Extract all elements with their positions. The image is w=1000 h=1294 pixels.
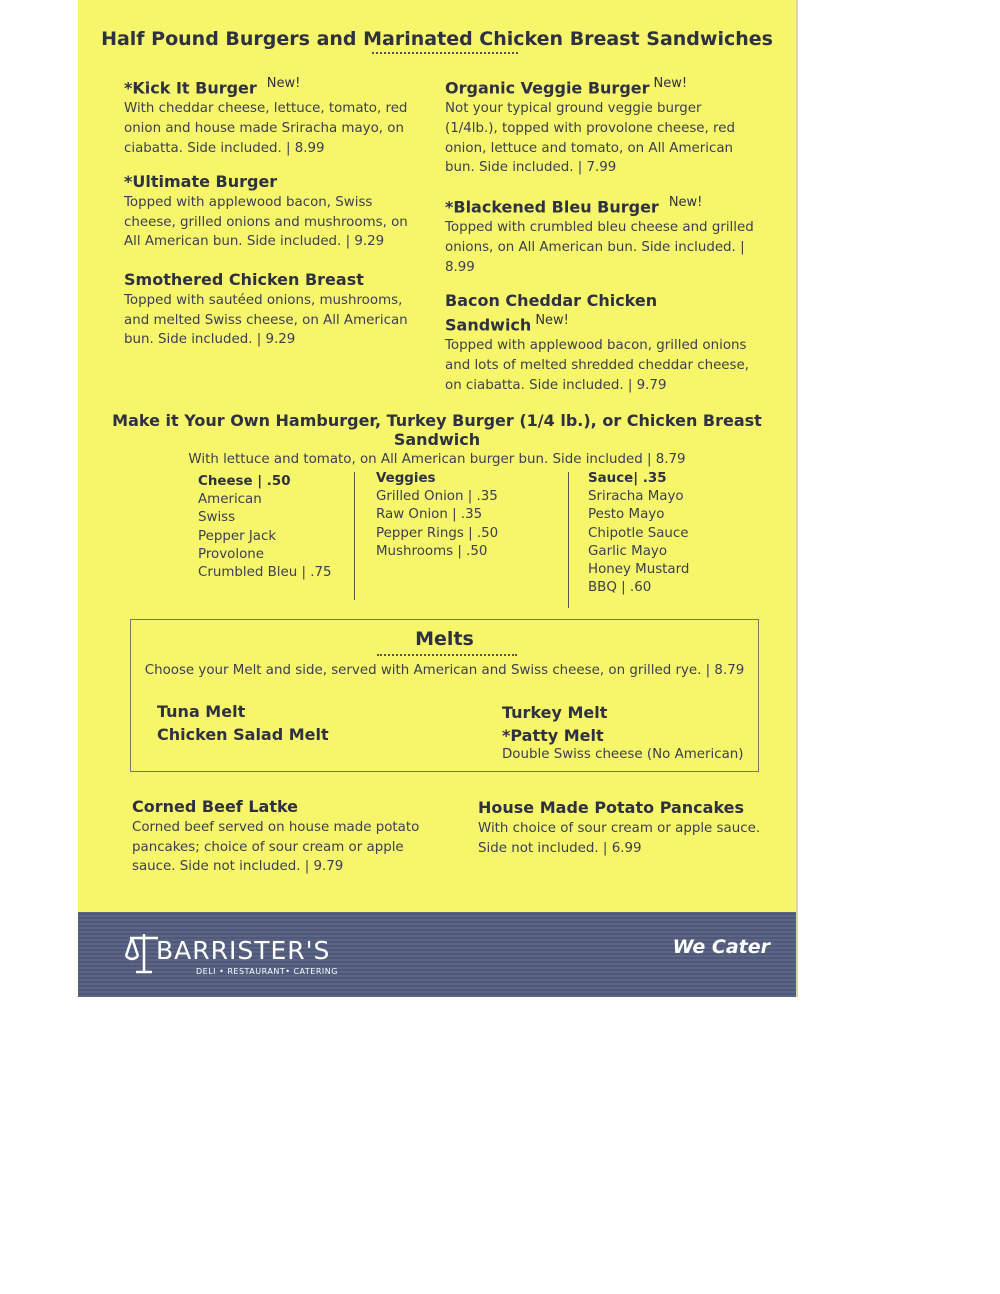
menu-item — [124, 74, 424, 158]
melts-right-list — [502, 701, 607, 747]
option-item: Pepper Jack — [198, 528, 277, 544]
melt-item: *Patty Melt — [502, 726, 604, 745]
option-item: Garlic Mayo — [588, 543, 668, 559]
section-title: Half Pound Burgers and Marinated Chicken Breast Sandwiches — [101, 28, 773, 50]
item-name: Smothered Chicken Breast — [124, 270, 364, 289]
item-description: Topped with applewood bacon, Swiss cheese, grilled onions and mushrooms, on All American bun. Side included. | 9.29 — [124, 195, 408, 250]
veggie-options — [376, 470, 498, 561]
melt-item: Chicken Salad Melt — [157, 725, 329, 744]
build-your-own-title: Make it Your Own Hamburger, Turkey Burger (1/4 lb.), or Chicken Breast Sandwich — [112, 411, 762, 449]
option-item: Pesto Mayo — [588, 507, 665, 523]
item-name: *Ultimate Burger — [124, 172, 278, 191]
option-item: Honey Mustard — [588, 562, 690, 578]
item-name: *Kick It Burger — [124, 78, 257, 98]
item-description: Corned beef served on house made potato pancakes; choice of sour cream or apple sauce. Side not included. | 9.79 — [132, 820, 420, 875]
brand-tagline: DELI • RESTAURANT• CATERING — [196, 967, 338, 976]
option-item: Chipotle Sauce — [588, 525, 689, 541]
build-your-own-section — [78, 411, 796, 467]
item-name: Organic Veggie Burger — [445, 78, 650, 98]
menu-item — [478, 798, 778, 858]
item-name: *Blackened Bleu Burger — [445, 197, 659, 217]
column-divider — [568, 472, 569, 608]
footer-band — [78, 912, 796, 997]
option-item: Pepper Rings | .50 — [376, 525, 499, 541]
we-cater-label: We Cater — [672, 936, 770, 958]
column-divider — [354, 472, 355, 600]
option-item: Provolone — [198, 546, 264, 562]
menu-item — [124, 270, 424, 350]
item-description: Topped with crumbled bleu cheese and grilled onions, on All American bun. Side included. | 8.99 — [445, 220, 754, 275]
build-your-own-subtitle: With lettuce and tomato, on All American burger bun. Side included | 8.79 — [188, 452, 686, 467]
option-item: Grilled Onion | .35 — [376, 489, 498, 505]
brand-name: BARRISTER'S — [156, 936, 331, 965]
option-item: BBQ | .60 — [588, 580, 652, 596]
item-description: Topped with applewood bacon, grilled onions and lots of melted shredded cheddar cheese, on ciabatta. Side included. | 9.79 — [445, 338, 750, 393]
item-name: Corned Beef Latke — [132, 797, 299, 816]
option-item: Crumbled Bleu | .75 — [198, 565, 332, 581]
menu-item — [445, 74, 755, 178]
cheese-heading: Cheese | .50 — [198, 474, 291, 489]
item-name: Bacon Cheddar Chicken Sandwich — [445, 291, 658, 335]
menu-item — [445, 193, 755, 277]
sauce-options — [588, 470, 689, 597]
option-item: American — [198, 492, 262, 508]
sauce-heading: Sauce| .35 — [588, 471, 667, 486]
new-badge: New! — [668, 195, 703, 210]
option-item: Raw Onion | .35 — [376, 507, 483, 523]
new-badge: New! — [653, 76, 688, 91]
menu-item — [445, 291, 765, 395]
menu-page — [78, 0, 796, 997]
melts-left-list — [157, 700, 329, 746]
patty-melt-note: Double Swiss cheese (No American) — [502, 747, 744, 762]
veggies-heading: Veggies — [376, 471, 436, 486]
melts-dots-divider — [377, 654, 517, 656]
new-badge: New! — [535, 313, 569, 328]
item-description: With choice of sour cream or apple sauce. Side not included. | 6.99 — [478, 821, 761, 856]
melts-title: Melts — [415, 628, 474, 650]
option-item: Mushrooms | .50 — [376, 543, 488, 559]
menu-item — [124, 172, 424, 252]
cheese-options — [198, 473, 332, 582]
new-badge: New! — [266, 76, 301, 91]
melts-description: Choose your Melt and side, served with American and Swiss cheese, on grilled rye. | 8.79 — [144, 663, 745, 678]
melts-box — [130, 619, 759, 772]
item-description: Topped with sautéed onions, mushrooms, and melted Swiss cheese, on All American bun. Side included. | 9.29 — [124, 293, 408, 348]
melt-item: Tuna Melt — [157, 702, 246, 721]
option-item: Sriracha Mayo — [588, 489, 684, 505]
item-description: With cheddar cheese, lettuce, tomato, red onion and house made Sriracha mayo, on ciabatta. Side included. | 8.99 — [124, 101, 408, 156]
option-item: Swiss — [198, 510, 236, 526]
item-name: House Made Potato Pancakes — [478, 798, 745, 817]
menu-item — [132, 797, 432, 877]
melt-item: Turkey Melt — [502, 703, 608, 722]
item-description: Not your typical ground veggie burger (1/4lb.), topped with provolone cheese, red onion, lettuce and tomato, on All American bun. Side included. | 7.99 — [445, 101, 736, 176]
title-dots-divider — [372, 52, 518, 54]
